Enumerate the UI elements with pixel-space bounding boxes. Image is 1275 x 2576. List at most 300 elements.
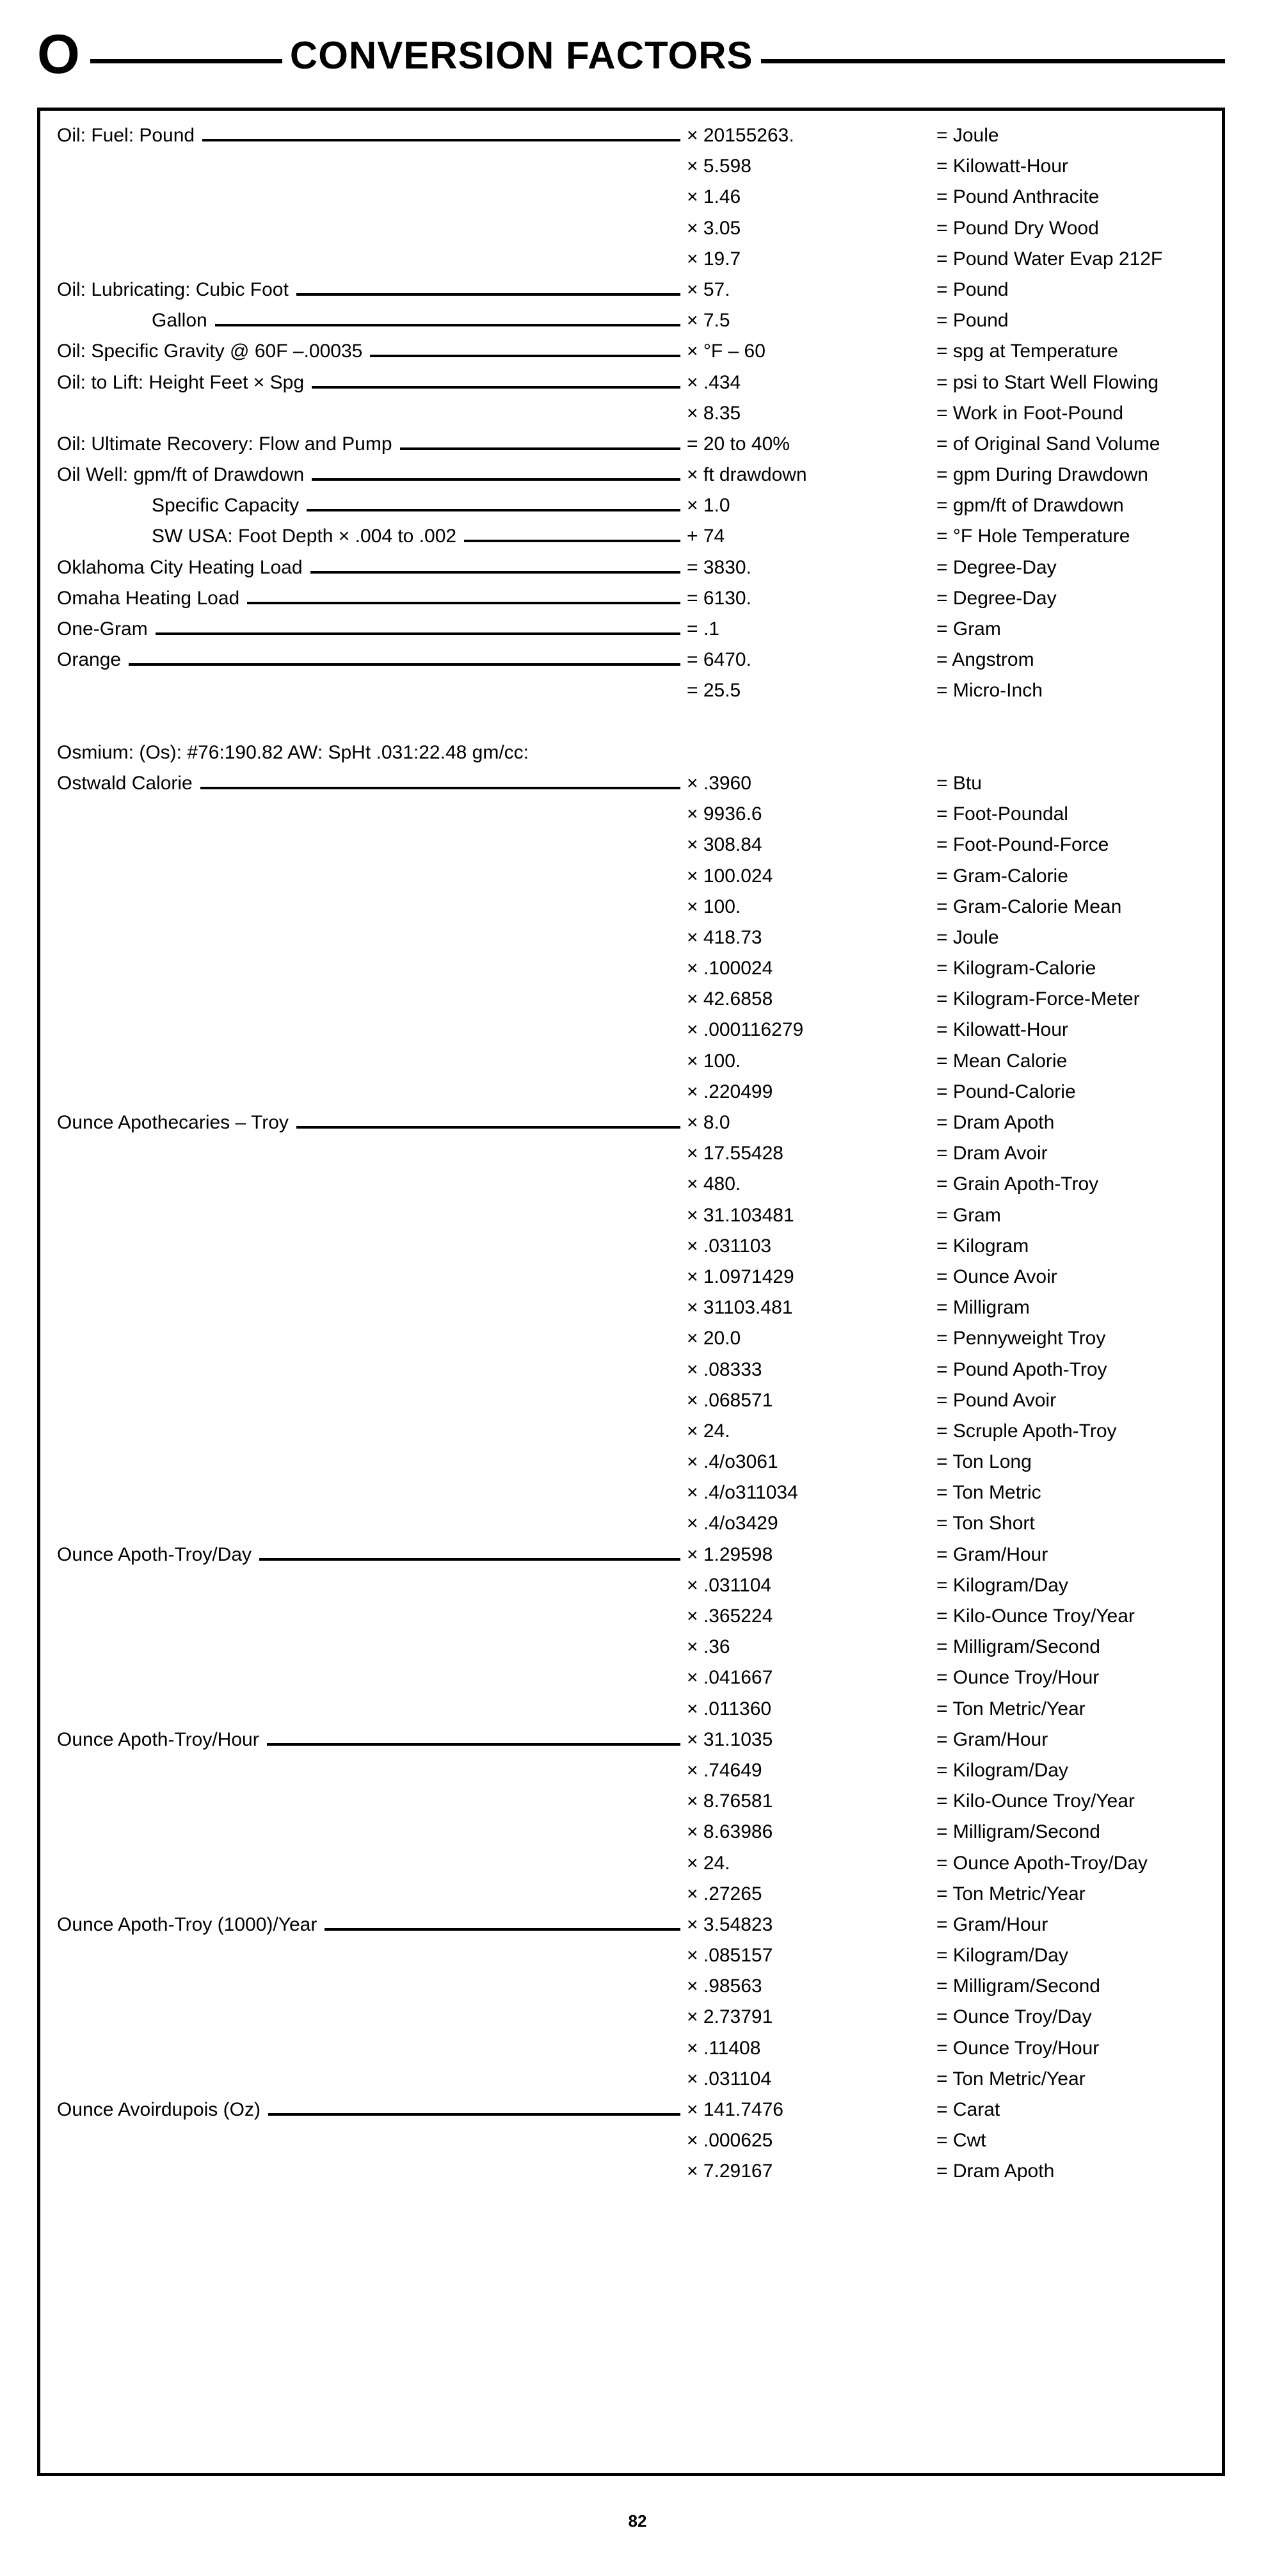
table-row: [40, 1019, 1222, 1050]
row-quantity-label: Oil: Specific Gravity @ 60F –.00035: [57, 341, 363, 362]
table-row: [40, 1945, 1222, 1976]
row-operator-cell: × 8.35: [687, 402, 741, 424]
dot-leader: [312, 478, 680, 481]
table-row: [40, 1451, 1222, 1482]
row-result-cell: = Dram Apoth: [936, 2161, 1055, 2182]
row-operator-cell: × .4/o311034: [687, 1482, 798, 1504]
row-quantity-cell: [40, 974, 687, 980]
table-row: [40, 1853, 1222, 1883]
row-quantity-cell: [40, 1252, 687, 1258]
row-operator-cell: × .031103: [687, 1235, 772, 1257]
table-row: [40, 1173, 1222, 1204]
row-operator-cell: × 3.05: [687, 217, 741, 239]
table-row: [40, 2068, 1222, 2099]
row-operator-cell: = .1: [687, 618, 719, 640]
conversion-factors-page: [0, 18, 1275, 2576]
row-spacer: [40, 711, 1222, 742]
row-quantity-cell: [40, 172, 687, 178]
row-operator-cell: × 31103.481: [687, 1297, 793, 1319]
table-row: [40, 156, 1222, 186]
row-operator-cell: × 31.1035: [687, 1728, 773, 1750]
row-operator-cell: × 141.7476: [687, 2099, 783, 2120]
table-row: [40, 1544, 1222, 1575]
table-row: [40, 773, 1222, 803]
row-operator-cell: + 74: [687, 526, 725, 547]
table-row: [40, 1606, 1222, 1636]
row-quantity-label: One-Gram: [57, 618, 148, 640]
row-quantity-cell: [40, 851, 687, 857]
row-result-cell: = Pennyweight Troy: [936, 1328, 1106, 1349]
row-operator-cell: × 100.: [687, 1050, 741, 1072]
row-result-cell: = Ton Metric/Year: [936, 2068, 1086, 2089]
row-quantity-cell: [40, 1437, 687, 1443]
row-quantity-cell: [40, 696, 687, 702]
row-quantity-cell: [40, 588, 687, 610]
dot-leader: [296, 1126, 680, 1129]
row-operator-cell: × 24.: [687, 1852, 730, 1874]
table-row: [40, 1791, 1222, 1821]
row-quantity-cell: [40, 1468, 687, 1474]
row-result-cell: = Joule: [936, 125, 999, 146]
page-header: [37, 18, 1225, 95]
row-quantity-cell: [40, 526, 687, 548]
dot-leader: [215, 324, 680, 326]
table-row: [40, 372, 1222, 403]
row-quantity-cell: [40, 1406, 687, 1412]
dot-leader: [200, 787, 680, 789]
row-result-cell: = Dram Apoth: [936, 1112, 1055, 1133]
row-result-cell: = Ton Metric/Year: [936, 1698, 1086, 1719]
table-row: [40, 464, 1222, 495]
table-row: [40, 1760, 1222, 1791]
row-quantity-cell: [40, 1067, 687, 1073]
row-result-cell: = Pound Dry Wood: [936, 217, 1099, 239]
row-operator-cell: × 1.0: [687, 495, 730, 517]
row-result-cell: = Gram/Hour: [936, 1913, 1048, 1935]
row-operator-cell: × .74649: [687, 1759, 762, 1781]
row-quantity-cell: [40, 1098, 687, 1104]
row-result-cell: = Dram Avoir: [936, 1143, 1048, 1164]
row-quantity-cell: [40, 2177, 687, 2183]
table-row: [40, 958, 1222, 988]
row-quantity-label: SW USA: Foot Depth × .004 to .002: [152, 526, 457, 547]
row-operator-cell: × ft drawdown: [687, 464, 807, 486]
row-result-cell: = Kilogram/Day: [936, 1945, 1068, 1967]
row-operator-cell: = 6470.: [687, 649, 751, 671]
table-row: [40, 125, 1222, 156]
row-operator-cell: = 20 to 40%: [687, 433, 790, 455]
row-operator-cell: × .000625: [687, 2130, 773, 2152]
row-result-cell: = Milligram/Second: [936, 1821, 1100, 1843]
table-row: [40, 310, 1222, 341]
table-row: [40, 927, 1222, 958]
row-quantity-cell: [40, 1544, 687, 1566]
row-result-cell: = Pound: [936, 278, 1009, 300]
row-operator-cell: × 1.0971429: [687, 1266, 794, 1287]
element-note-text: Osmium: (Os): #76:190.82 AW: SpHt .031:22.48 gm/cc:: [57, 741, 529, 763]
row-result-cell: = Micro-Inch: [936, 680, 1043, 702]
row-operator-cell: × .031104: [687, 2068, 772, 2089]
row-result-cell: = Angstrom: [936, 649, 1034, 671]
dot-leader: [370, 355, 680, 357]
row-quantity-label: Oil Well: gpm/ft of Drawdown: [57, 464, 305, 486]
row-quantity-cell: [40, 1992, 687, 1998]
row-quantity-label: Ounce Apoth-Troy/Hour: [57, 1728, 259, 1750]
row-operator-cell: × .11408: [687, 2037, 761, 2059]
table-row: [40, 896, 1222, 927]
table-row: [40, 834, 1222, 865]
row-result-cell: = Degree-Day: [936, 556, 1057, 578]
table-row: [40, 1328, 1222, 1358]
row-result-cell: = Mean Calorie: [936, 1050, 1068, 1072]
row-quantity-cell: [40, 1036, 687, 1042]
row-result-cell: = Degree-Day: [936, 587, 1057, 609]
row-operator-cell: × .220499: [687, 1081, 773, 1102]
table-row: [40, 1883, 1222, 1914]
row-operator-cell: × .4/o3429: [687, 1513, 778, 1534]
row-result-cell: = Ounce Apoth-Troy/Day: [936, 1852, 1148, 1874]
table-row: [40, 1266, 1222, 1297]
row-result-cell: = Gram-Calorie: [936, 865, 1068, 887]
row-operator-cell: × 8.0: [687, 1112, 730, 1133]
row-operator-cell: × 418.73: [687, 926, 762, 948]
row-result-cell: = Ton Long: [936, 1451, 1032, 1473]
row-result-cell: = Kilogram/Day: [936, 1574, 1068, 1596]
row-quantity-cell: [40, 1653, 687, 1659]
row-result-cell: = Kilogram/Day: [936, 1759, 1068, 1781]
table-row: [40, 186, 1222, 217]
dot-leader: [307, 509, 680, 511]
row-operator-cell: × 9936.6: [687, 803, 762, 825]
table-row: [40, 1205, 1222, 1236]
row-operator-cell: × .068571: [687, 1389, 773, 1411]
row-operator-cell: × .085157: [687, 1945, 773, 1967]
row-result-cell: = Joule: [936, 926, 999, 948]
table-row: [40, 403, 1222, 433]
letter-index: O: [37, 24, 79, 85]
row-quantity-cell: [40, 433, 687, 456]
row-quantity-cell: [40, 1776, 687, 1782]
row-operator-cell: × 100.024: [687, 865, 773, 887]
row-quantity-label: Ostwald Calorie: [57, 772, 193, 794]
table-row: [40, 803, 1222, 834]
row-result-cell: = Grain Apoth-Troy: [936, 1173, 1099, 1195]
row-result-cell: = Gram/Hour: [936, 1543, 1048, 1565]
row-operator-cell: × .98563: [687, 1976, 762, 1997]
row-quantity-label: Omaha Heating Load: [57, 587, 240, 609]
row-operator-cell: × 7.29167: [687, 2161, 773, 2182]
table-row: [40, 2130, 1222, 2161]
table-row: [40, 1143, 1222, 1173]
row-quantity-cell: [40, 310, 687, 332]
row-quantity-cell: [40, 1914, 687, 1936]
row-operator-cell: × 31.103481: [687, 1204, 794, 1226]
row-result-cell: = psi to Start Well Flowing: [936, 371, 1159, 393]
row-quantity-label: Oklahoma City Heating Load: [57, 556, 303, 578]
row-operator-cell: × 3.54823: [687, 1913, 773, 1935]
row-result-cell: = Ton Metric/Year: [936, 1883, 1086, 1904]
conversion-table-frame: [37, 108, 1225, 2476]
row-operator-cell: × 24.: [687, 1420, 730, 1442]
element-note-row: [40, 742, 1222, 773]
row-operator-cell: × 480.: [687, 1173, 741, 1195]
row-result-cell: = Pound Avoir: [936, 1389, 1057, 1411]
row-quantity-cell: [40, 557, 687, 579]
row-operator-cell: × 8.76581: [687, 1791, 773, 1812]
table-row: [40, 1976, 1222, 2006]
row-quantity-cell: [40, 913, 687, 919]
row-result-cell: = Kilogram-Calorie: [936, 958, 1096, 979]
row-result-cell: = Ounce Troy/Hour: [936, 1667, 1100, 1689]
row-result-cell: = Cwt: [936, 2130, 986, 2152]
row-quantity-cell: [40, 1112, 687, 1134]
row-quantity-cell: [40, 1376, 687, 1381]
row-operator-cell: = 3830.: [687, 556, 751, 578]
table-row: [40, 218, 1222, 248]
row-quantity-cell: [40, 944, 687, 949]
row-result-cell: = Pound: [936, 310, 1009, 332]
row-operator-cell: × .434: [687, 371, 741, 393]
dot-leader: [464, 540, 680, 542]
row-result-cell: = Ounce Troy/Hour: [936, 2037, 1100, 2059]
page-number: 82: [628, 2511, 647, 2531]
row-quantity-label: Specific Capacity: [152, 495, 300, 517]
table-row: [40, 1729, 1222, 1760]
dot-leader: [129, 663, 680, 666]
table-row: [40, 526, 1222, 556]
row-quantity-cell: [40, 1622, 687, 1628]
row-operator-cell: × .041667: [687, 1667, 773, 1689]
row-quantity-cell: [40, 1838, 687, 1844]
row-result-cell: = spg at Temperature: [936, 341, 1118, 362]
row-result-cell: = Kilowatt-Hour: [936, 156, 1068, 177]
row-result-cell: = Work in Foot-Pound: [936, 402, 1124, 424]
table-row: [40, 649, 1222, 680]
table-row: [40, 1575, 1222, 1606]
table-row: [40, 1667, 1222, 1698]
row-quantity-cell: [40, 265, 687, 271]
table-row: [40, 433, 1222, 464]
row-result-cell: = Carat: [936, 2099, 1000, 2120]
row-result-cell: = Milligram: [936, 1297, 1030, 1319]
row-quantity-label: Ounce Apoth-Troy (1000)/Year: [57, 1913, 317, 1935]
row-operator-cell: × .27265: [687, 1883, 762, 1904]
row-result-cell: = gpm During Drawdown: [936, 464, 1148, 486]
row-result-cell: = Foot-Pound-Force: [936, 834, 1109, 856]
row-quantity-cell: [40, 2099, 687, 2121]
row-quantity-label: Orange: [57, 649, 122, 671]
row-result-cell: = Ton Short: [936, 1513, 1035, 1534]
header-rule-left: [90, 59, 282, 63]
row-quantity-cell: [40, 1684, 687, 1689]
row-quantity-cell: [40, 1961, 687, 1967]
row-result-cell: = Kilogram: [936, 1235, 1029, 1257]
row-operator-cell: × .011360: [687, 1698, 772, 1719]
row-result-cell: = Pound Water Evap 212F: [936, 248, 1163, 270]
dot-leader: [259, 1558, 680, 1561]
row-operator-cell: × .100024: [687, 958, 773, 979]
table-row: [40, 2038, 1222, 2068]
table-row: [40, 248, 1222, 279]
row-quantity-cell: [40, 495, 687, 517]
row-quantity-cell: [40, 2146, 687, 2152]
row-quantity-label: Ounce Avoirdupois (Oz): [57, 2099, 261, 2120]
row-operator-cell: × .3960: [687, 772, 751, 794]
table-row: [40, 1236, 1222, 1266]
table-row: [40, 1821, 1222, 1852]
table-row: [40, 1081, 1222, 1112]
table-row: [40, 1421, 1222, 1451]
row-operator-cell: × .4/o3061: [687, 1451, 778, 1473]
row-quantity-cell: [40, 649, 687, 672]
row-result-cell: = Btu: [936, 772, 982, 794]
table-row: [40, 557, 1222, 588]
row-result-cell: = gpm/ft of Drawdown: [936, 495, 1124, 517]
row-quantity-cell: [40, 773, 687, 795]
row-quantity-cell: [40, 2023, 687, 2029]
table-row: [40, 495, 1222, 526]
row-result-cell: = Foot-Poundal: [936, 803, 1068, 825]
row-operator-cell: × 1.46: [687, 186, 741, 208]
table-row: [40, 988, 1222, 1019]
dot-leader: [267, 1743, 680, 1746]
row-quantity-cell: [40, 1005, 687, 1011]
dot-leader: [325, 1928, 680, 1931]
row-quantity-cell: [40, 464, 687, 487]
table-row: [40, 588, 1222, 618]
dot-leader: [156, 632, 680, 635]
row-operator-cell: × .365224: [687, 1606, 773, 1627]
row-result-cell: = Pound-Calorie: [936, 1081, 1076, 1102]
table-row: [40, 1297, 1222, 1328]
row-operator-cell: × .08333: [687, 1358, 762, 1380]
row-operator-cell: × 2.73791: [687, 2006, 773, 2028]
row-quantity-cell: [40, 2085, 687, 2091]
row-result-cell: = Ton Metric: [936, 1482, 1041, 1504]
row-quantity-cell: [40, 1715, 687, 1721]
row-result-cell: = Kilo-Ounce Troy/Year: [936, 1791, 1135, 1812]
row-operator-cell: × 17.55428: [687, 1143, 783, 1164]
row-result-cell: = Ounce Troy/Day: [936, 2006, 1092, 2028]
row-quantity-cell: [40, 1529, 687, 1535]
row-quantity-cell: [40, 1283, 687, 1289]
row-result-cell: = Scruple Apoth-Troy: [936, 1420, 1117, 1442]
row-result-cell: = °F Hole Temperature: [936, 526, 1130, 547]
dot-leader: [310, 571, 680, 574]
row-quantity-label: Oil: Lubricating: Cubic Foot: [57, 278, 289, 300]
row-operator-cell: × 19.7: [687, 248, 741, 270]
row-operator-cell: × 42.6858: [687, 988, 773, 1010]
row-quantity-cell: [40, 341, 687, 363]
row-result-cell: = Milligram/Second: [936, 1636, 1100, 1658]
row-result-cell: = Gram-Calorie Mean: [936, 896, 1122, 917]
row-quantity-label: Oil: to Lift: Height Feet × Spg: [57, 371, 305, 393]
row-quantity-cell: [40, 1729, 687, 1751]
table-row: [40, 1359, 1222, 1390]
row-quantity-cell: [40, 125, 687, 147]
row-operator-cell: × .000116279: [687, 1019, 804, 1041]
row-operator-cell: × 308.84: [687, 834, 762, 856]
row-quantity-cell: [40, 1221, 687, 1227]
row-quantity-cell: [40, 820, 687, 826]
row-result-cell: = Pound Anthracite: [936, 186, 1100, 208]
row-quantity-cell: [40, 1499, 687, 1504]
row-result-cell: = of Original Sand Volume: [936, 433, 1160, 455]
row-quantity-label: Ounce Apothecaries – Troy: [57, 1112, 289, 1133]
row-quantity-cell: [40, 1190, 687, 1196]
row-result-cell: = Kilowatt-Hour: [936, 1019, 1068, 1041]
table-row: [40, 341, 1222, 371]
row-operator-cell: = 6130.: [687, 587, 751, 609]
row-operator-cell: × °F – 60: [687, 341, 766, 362]
row-result-cell: = Milligram/Second: [936, 1976, 1100, 1997]
row-quantity-cell: [40, 1344, 687, 1350]
table-row: [40, 1390, 1222, 1421]
row-result-cell: = Gram/Hour: [936, 1728, 1048, 1750]
dot-leader: [202, 139, 680, 141]
row-operator-cell: = 25.5: [687, 680, 741, 702]
row-quantity-cell: [40, 372, 687, 394]
row-quantity-cell: [40, 2054, 687, 2060]
row-operator-cell: × 8.63986: [687, 1821, 773, 1843]
row-quantity-cell: [40, 882, 687, 888]
row-operator-cell: × 100.: [687, 896, 741, 917]
table-row: [40, 1513, 1222, 1543]
row-quantity-label: Gallon: [152, 310, 207, 332]
row-result-cell: = Gram: [936, 618, 1001, 640]
row-operator-cell: × 20155263.: [687, 125, 794, 146]
row-quantity-cell: [40, 1591, 687, 1597]
table-row: [40, 1051, 1222, 1081]
row-quantity-cell: [40, 203, 687, 209]
row-quantity-cell: [40, 1314, 687, 1319]
row-operator-cell: × 57.: [687, 278, 730, 300]
page-title: CONVERSION FACTORS: [289, 33, 753, 77]
row-quantity-cell: [40, 618, 687, 641]
dot-leader: [400, 447, 680, 450]
row-quantity-cell: [40, 1869, 687, 1875]
row-result-cell: = Gram: [936, 1204, 1001, 1226]
table-row: [40, 279, 1222, 310]
table-row: [40, 1482, 1222, 1513]
dot-leader: [312, 386, 680, 389]
row-operator-cell: × 1.29598: [687, 1543, 773, 1565]
table-row: [40, 2161, 1222, 2191]
header-rule-right: [761, 59, 1225, 63]
row-quantity-cell: [40, 1807, 687, 1813]
row-quantity-label: Ounce Apoth-Troy/Day: [57, 1543, 252, 1565]
table-row: [40, 865, 1222, 896]
row-result-cell: = Kilo-Ounce Troy/Year: [936, 1606, 1135, 1627]
row-quantity-cell: [40, 1159, 687, 1165]
conversion-table: [40, 111, 1222, 2192]
table-row: [40, 1636, 1222, 1667]
row-operator-cell: × 5.598: [687, 156, 751, 177]
dot-leader: [296, 293, 680, 296]
row-quantity-cell: [40, 1900, 687, 1906]
table-row: [40, 2006, 1222, 2037]
table-row: [40, 2099, 1222, 2130]
row-operator-cell: × 7.5: [687, 310, 730, 332]
dot-leader: [268, 2113, 680, 2116]
row-quantity-cell: [40, 419, 687, 425]
row-result-cell: = Ounce Avoir: [936, 1266, 1057, 1287]
row-operator-cell: × 20.0: [687, 1328, 741, 1349]
row-result-cell: = Kilogram-Force-Meter: [936, 988, 1140, 1010]
dot-leader: [247, 602, 680, 604]
table-row: [40, 1914, 1222, 1945]
table-row: [40, 1698, 1222, 1729]
